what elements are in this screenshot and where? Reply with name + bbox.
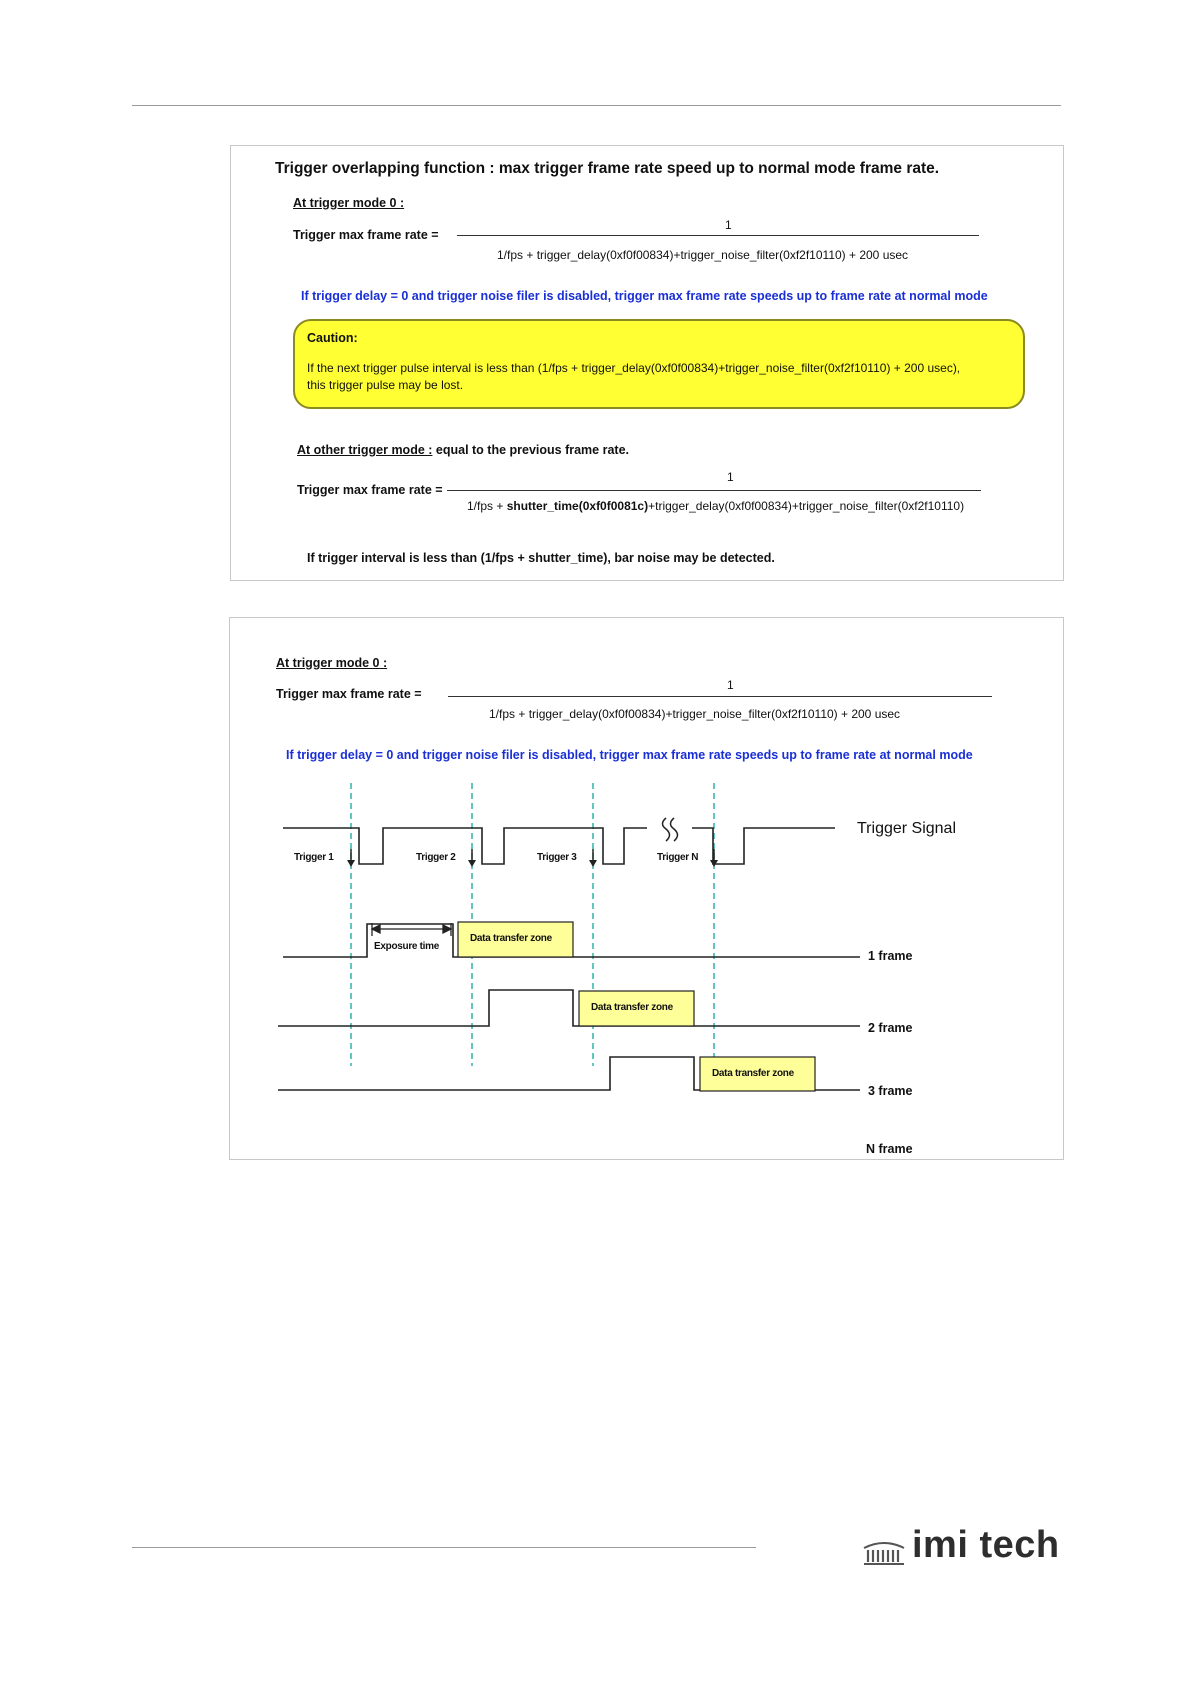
data-zone-1-label: Data transfer zone (470, 933, 552, 944)
arrow-down-icon (468, 860, 476, 867)
formula-label-2: Trigger max frame rate = (276, 687, 422, 701)
formula2-den-bold: shutter_time(0xf0f0081c) (506, 499, 649, 513)
arrow-down-icon (589, 860, 597, 867)
mode0-title-2: At trigger mode 0 : (276, 656, 388, 670)
trigger-3-label: Trigger 3 (537, 852, 577, 863)
formula2-den-prefix: 1/fps + (467, 499, 507, 513)
formula1-numerator: 1 (725, 218, 732, 232)
arrow-down-icon (347, 860, 355, 867)
footer-note: If trigger interval is less than (1/fps + shutter_time), bar noise may be detected. (307, 551, 775, 565)
caution-title: Caution: (307, 331, 358, 345)
exposure-arrow (372, 923, 451, 936)
formula2-denominator (467, 499, 964, 513)
trigger-2-label: Trigger 2 (416, 852, 456, 863)
header-rule (132, 105, 1061, 106)
formula2-fraction-bar (447, 490, 981, 491)
formula-denominator-2: 1/fps + trigger_delay(0xf0f00834)+trigger_noise_filter(0xf2f10110) + 200 usec (489, 707, 901, 721)
formula1-label: Trigger max frame rate = (293, 228, 439, 242)
frame2-waveform (278, 990, 860, 1026)
mode0-title: At trigger mode 0 : (293, 196, 405, 210)
frame-1-label: 1 frame (868, 949, 913, 963)
other-mode-line (297, 443, 629, 457)
trigger-signal-label: Trigger Signal (857, 820, 957, 837)
data-zone-2-label: Data transfer zone (591, 1002, 673, 1013)
caution-box (293, 319, 1025, 409)
logo-mark-icon (862, 1540, 906, 1566)
frame-3-label: 3 frame (868, 1084, 913, 1098)
formula1-denominator: 1/fps + trigger_delay(0xf0f00834)+trigger_noise_filter(0xf2f10110) + 200 usec (497, 248, 909, 262)
formula2-den-suffix: +trigger_delay(0xf0f00834)+trigger_noise_filter(0xf2f10110) (648, 499, 965, 513)
formula1-fraction-bar (457, 235, 979, 236)
break-icon (663, 818, 678, 841)
trigger-n-label: Trigger N (657, 852, 699, 863)
exposure-time-label: Exposure time (374, 941, 440, 952)
formula2-numerator: 1 (727, 470, 734, 484)
other-mode-title: At other trigger mode : (297, 443, 433, 457)
panel-heading: Trigger overlapping function : max trigger frame rate speed up to normal mode frame rate. (275, 160, 940, 177)
formula-numerator-2: 1 (727, 678, 734, 692)
caution-line2: this trigger pulse may be lost. (307, 378, 464, 392)
blue-note: If trigger delay = 0 and trigger noise filer is disabled, trigger max frame rate speeds up to frame rate at normal mode (301, 289, 988, 303)
blue-note-2: If trigger delay = 0 and trigger noise filer is disabled, trigger max frame rate speeds up to frame rate at normal mode (286, 748, 973, 762)
logo-text: imi tech (912, 1524, 1060, 1566)
formula2-label: Trigger max frame rate = (297, 483, 443, 497)
formula-panel (230, 145, 1064, 581)
frame-n-label: N frame (866, 1142, 913, 1156)
frame-2-label: 2 frame (868, 1021, 913, 1035)
other-mode-desc: equal to the previous frame rate. (432, 443, 630, 457)
footer-rule (132, 1547, 756, 1548)
timing-diagram (230, 618, 1063, 1159)
timing-panel (229, 617, 1064, 1160)
trigger-1-label: Trigger 1 (294, 852, 334, 863)
imi-tech-logo (860, 1524, 1060, 1574)
data-zone-3-label: Data transfer zone (712, 1068, 794, 1079)
caution-line1: If the next trigger pulse interval is less than (1/fps + trigger_delay(0xf0f00834)+trigger_noise_filter(0xf2f10110) + 200 usec), (307, 361, 961, 375)
